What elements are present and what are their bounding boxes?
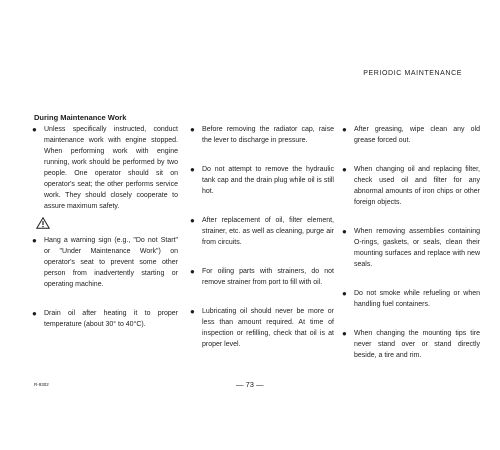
document-code: R-9302 xyxy=(34,382,49,387)
item-text: Lubricating oil should never be more or less than amount required. At time of inspection or refilling, check that oil is at proper level. xyxy=(202,308,334,348)
bullet-icon: ● xyxy=(190,267,195,276)
list-item xyxy=(340,124,480,146)
bullet-icon: ● xyxy=(190,125,195,134)
bullet-icon: ● xyxy=(342,289,347,298)
bullet-icon: ● xyxy=(342,227,347,236)
list-item xyxy=(30,308,178,330)
list-item xyxy=(340,288,480,310)
bullet-icon: ● xyxy=(190,216,195,225)
bullet-icon: ● xyxy=(190,307,195,316)
item-text: Do not attempt to remove the hydraulic tank cap and the drain plug while oil is still hot. xyxy=(202,166,334,195)
page-number: — 73 — xyxy=(236,380,264,389)
item-text: Do not smoke while refueling or when handling fuel containers. xyxy=(354,290,480,308)
column-1 xyxy=(30,124,178,330)
list-item xyxy=(188,164,334,197)
section-title: During Maintenance Work xyxy=(34,113,127,122)
item-text: When changing oil and replacing filter, check used oil and filter for any abnormal amounts of iron chips or other foreign objects. xyxy=(354,166,480,206)
item-text: For oiling parts with strainers, do not remove strainer from port to fill with oil. xyxy=(202,268,334,286)
list-item xyxy=(188,124,334,146)
column-3 xyxy=(340,124,480,361)
bullet-icon: ● xyxy=(32,309,37,318)
item-text: When changing the mounting tips tire never stand over or stand directly beside, a tire and rim. xyxy=(354,330,480,359)
item-text: After replacement of oil, filter element, strainer, etc. as well as cleaning, purge air from circuits. xyxy=(202,217,334,246)
item-text: After greasing, wipe clean any old grease forced out. xyxy=(354,126,480,144)
column-2 xyxy=(188,124,334,350)
bullet-icon: ● xyxy=(342,329,347,338)
list-item xyxy=(188,266,334,288)
item-text: When removing assemblies containing O-rings, gaskets, or seals, clean their mounting surfaces and replace with new seals. xyxy=(354,228,480,268)
list-item xyxy=(340,226,480,270)
page-header: PERIODIC MAINTENANCE xyxy=(363,70,462,77)
warning-triangle-icon xyxy=(36,217,50,229)
bullet-icon: ● xyxy=(32,236,37,245)
list-item xyxy=(340,164,480,208)
item-text: Unless specifically instructed, conduct maintenance work with engine stopped. When performing work with engine running, work should be performed by two people. One operator should sit on operator's seat; the other performs service work. They should closely cooperate to assure maximum safety. xyxy=(44,126,178,210)
item-text: Hang a warning sign (e.g., "Do not Start" or "Under Maintenance Work") on operator's seat to prevent some other person from inadvertently starting or operating machine. xyxy=(44,237,178,288)
item-text: Drain oil after heating it to proper temperature (about 30° to 40°C). xyxy=(44,310,178,328)
bullet-icon: ● xyxy=(342,125,347,134)
bullet-icon: ● xyxy=(190,165,195,174)
list-item xyxy=(188,215,334,248)
list-item xyxy=(340,328,480,361)
bullet-icon: ● xyxy=(32,125,37,134)
list-item xyxy=(188,306,334,350)
list-item xyxy=(30,235,178,290)
bullet-icon: ● xyxy=(342,165,347,174)
list-item xyxy=(30,124,178,212)
item-text: Before removing the radiator cap, raise the lever to discharge in pressure. xyxy=(202,126,334,144)
